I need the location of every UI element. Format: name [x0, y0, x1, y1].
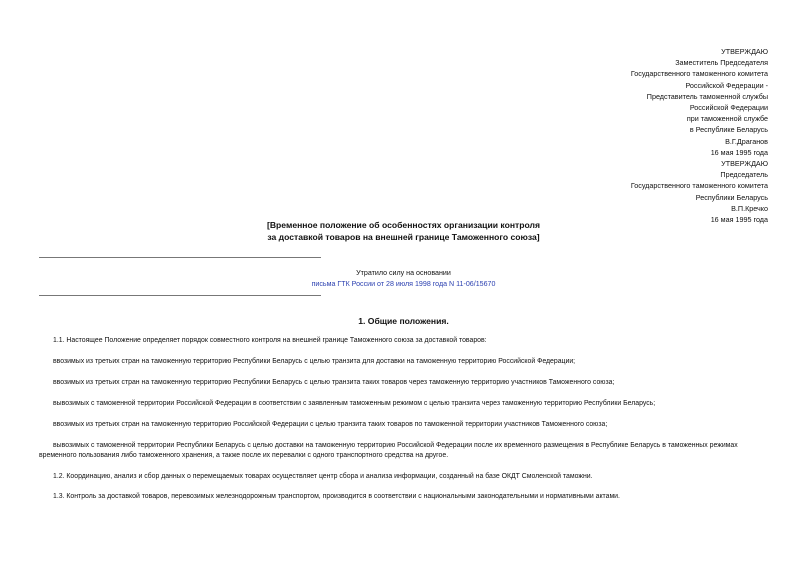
paragraph: вывозимых с таможенной территории Республики Беларусь с целью доставки на таможенную территорию Российской Федерации после их временного размещения в Республике Беларусь в таможенных режимах временного пользования либо таможенного хранения, а также после их перевалки с одного транспортного средства на другое. [39, 442, 738, 459]
approval-line: 16 мая 1995 года [710, 215, 768, 225]
approval-line: Государственного таможенного комитета [630, 69, 768, 79]
document-title-line-2: за доставкой товаров на внешней границе Таможенного союза] [267, 231, 540, 242]
approval-line: в Республике Беларусь [689, 125, 768, 135]
void-notice-text: Утратило силу на основании [356, 269, 451, 277]
approval-block [408, 46, 768, 225]
void-notice-link[interactable]: письма ГТК России от 28 июля 1998 года N 11-06/15670 [311, 280, 496, 288]
approval-line: В.П.Кречко [731, 203, 768, 213]
divider-top [39, 257, 321, 258]
paragraph: ввозимых из третьих стран на таможенную территорию Республики Беларусь с целью транзита таких товаров через таможенную территорию участников Таможенного союза; [53, 379, 615, 386]
document-title [0, 220, 807, 243]
approval-line: УТВЕРЖДАЮ [721, 47, 768, 56]
paragraph: 1.2. Координацию, анализ и сбор данных о перемещаемых товарах осуществляет центр сбора и анализа информации, созданный на базе ОКДТ Смоленской таможни. [53, 473, 593, 480]
approval-line: при таможенной службе [686, 114, 768, 124]
approval-line: Государственного таможенного комитета [630, 181, 768, 191]
paragraph: вывозимых с таможенной территории Российской Федерации в соответствии с заявленным таможенным режимом с целью транзита через таможенную территорию Республики Беларусь; [53, 400, 656, 407]
document-title-line-1: [Временное положение об особенностях организации контроля [266, 220, 540, 230]
approval-line: УТВЕРЖДАЮ [721, 159, 768, 169]
approval-line: Председатель [720, 170, 768, 180]
paragraph: ввозимых из третьих стран на таможенную территорию Республики Беларусь с целью транзита для доставки на таможенную территорию Российской Федерации; [53, 358, 576, 365]
divider-bottom [39, 295, 321, 296]
section-title: 1. Общие положения. [358, 316, 449, 326]
paragraph: 1.3. Контроль за доставкой товаров, перевозимых железнодорожным транспортом, производится в соответствии с национальными законодательными и нормативными актами. [53, 493, 620, 500]
approval-line: Российской Федерации [689, 103, 768, 113]
approval-line: Представитель таможенной службы [646, 91, 768, 101]
void-notice [0, 268, 807, 290]
paragraph: 1.1. Настоящее Положение определяет порядок совместного контроля на внешней границе Таможенного союза за доставкой товаров: [53, 337, 487, 344]
paragraph: ввозимых из третьих стран на таможенную территорию Российской Федерации с целью транзита таких товаров по таможенной территории участников Таможенного союза; [53, 421, 608, 428]
approval-line: В.Г.Драганов [725, 136, 768, 146]
approval-line: 16 мая 1995 года [710, 147, 768, 157]
approval-line: Российской Федерации - [685, 80, 768, 90]
approval-line: Заместитель Председателя [675, 58, 768, 68]
approval-line: Республики Беларусь [695, 192, 768, 202]
